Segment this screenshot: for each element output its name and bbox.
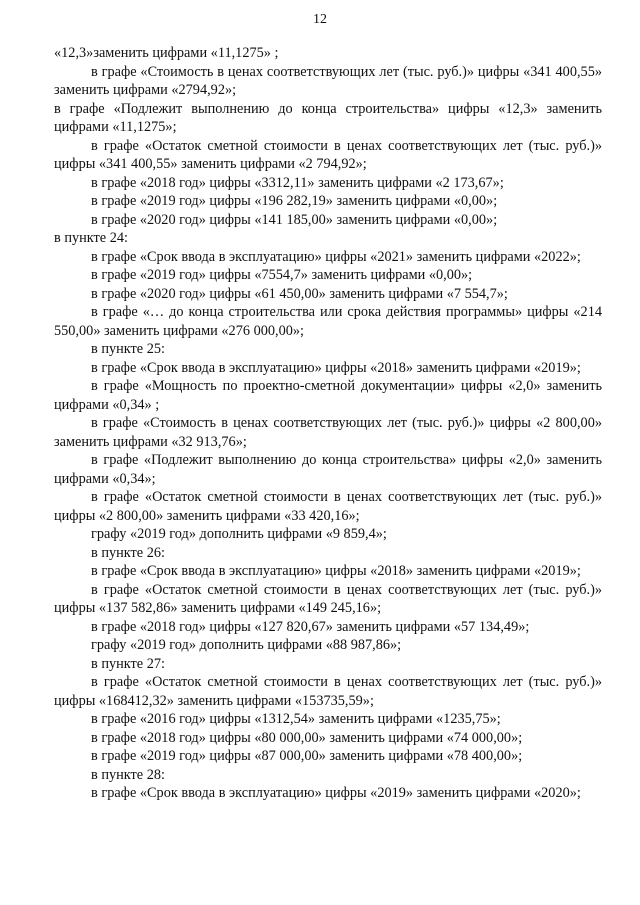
paragraph: в графе «Мощность по проектно-сметной документации» цифры «2,0» заменить цифрами «0,34» ; [54,378,602,413]
paragraph: в графе «Срок ввода в эксплуатацию» цифры «2021» заменить цифрами «2022»; [91,248,581,265]
paragraph: в графе «Остаток сметной стоимости в ценах соответствующих лет (тыс. руб.)» цифры «2 800,00» заменить цифрами «33 420,16»; [54,489,602,524]
paragraph: в графе «Срок ввода в эксплуатацию» цифры «2018» заменить цифрами «2019»; [91,359,581,376]
paragraph: в графе «Срок ввода в эксплуатацию» цифры «2019» заменить цифрами «2020»; [91,785,581,801]
paragraph: в пункте 28: [91,766,165,783]
page-number: 12 [313,12,327,27]
paragraph: в графе «2018 год» цифры «3312,11» заменить цифрами «2 173,67»; [91,174,504,191]
paragraph: графу «2019 год» дополнить цифрами «88 987,86»; [91,637,402,653]
paragraph: «12,3»заменить цифрами «11,1275» ; [54,45,279,61]
paragraph: в графе «Стоимость в ценах соответствующих лет (тыс. руб.)» цифры «2 800,00» заменить цифрами «32 913,76»; [54,415,602,450]
paragraph: в графе «2018 год» цифры «127 820,67» заменить цифрами «57 134,49»; [91,618,530,635]
paragraph: в пункте 24: [54,230,128,246]
paragraph: в графе «2020 год» цифры «141 185,00» заменить цифрами «0,00»; [91,211,498,228]
paragraph: в пункте 27: [91,655,165,672]
paragraph: графу «2019 год» дополнить цифрами «9 859,4»; [91,526,387,542]
paragraph: в графе «Стоимость в ценах соответствующих лет (тыс. руб.)» цифры «341 400,55» заменить цифрами «2794,92»; [54,63,602,98]
paragraph: в графе «2020 год» цифры «61 450,00» заменить цифрами «7 554,7»; [91,285,508,302]
paragraph: в графе «… до конца строительства или срока действия программы» цифры «214 550,00» заменить цифрами «276 000,00»; [54,304,602,339]
paragraph: в графе «Срок ввода в эксплуатацию» цифры «2018» заменить цифрами «2019»; [91,563,581,579]
paragraph: в графе «Остаток сметной стоимости в ценах соответствующих лет (тыс. руб.)» цифры «341 400,55» заменить цифрами «2 794,92»; [54,137,602,172]
paragraph: в графе «2019 год» цифры «87 000,00» заменить цифрами «78 400,00»; [91,748,523,764]
paragraph: в графе «Остаток сметной стоимости в ценах соответствующих лет (тыс. руб.)» цифры «168412,32» заменить цифрами «153735,59»; [54,674,602,709]
paragraph: в пункте 26: [91,544,165,561]
paragraph: в графе «Подлежит выполнению до конца строительства» цифры «12,3» заменить цифрами «11,1275»; [54,100,602,135]
paragraph: в графе «2018 год» цифры «80 000,00» заменить цифрами «74 000,00»; [91,729,523,746]
paragraph: в графе «2019 год» цифры «7554,7» заменить цифрами «0,00»; [91,267,473,283]
document-body [54,44,602,803]
paragraph: в графе «2016 год» цифры «1312,54» заменить цифрами «1235,75»; [91,711,501,727]
paragraph: в пункте 25: [91,341,165,357]
paragraph: в графе «Остаток сметной стоимости в ценах соответствующих лет (тыс. руб.)» цифры «137 582,86» заменить цифрами «149 245,16»; [54,581,602,616]
paragraph: в графе «Подлежит выполнению до конца строительства» цифры «2,0» заменить цифрами «0,34»; [54,452,602,487]
paragraph: в графе «2019 год» цифры «196 282,19» заменить цифрами «0,00»; [91,193,498,209]
